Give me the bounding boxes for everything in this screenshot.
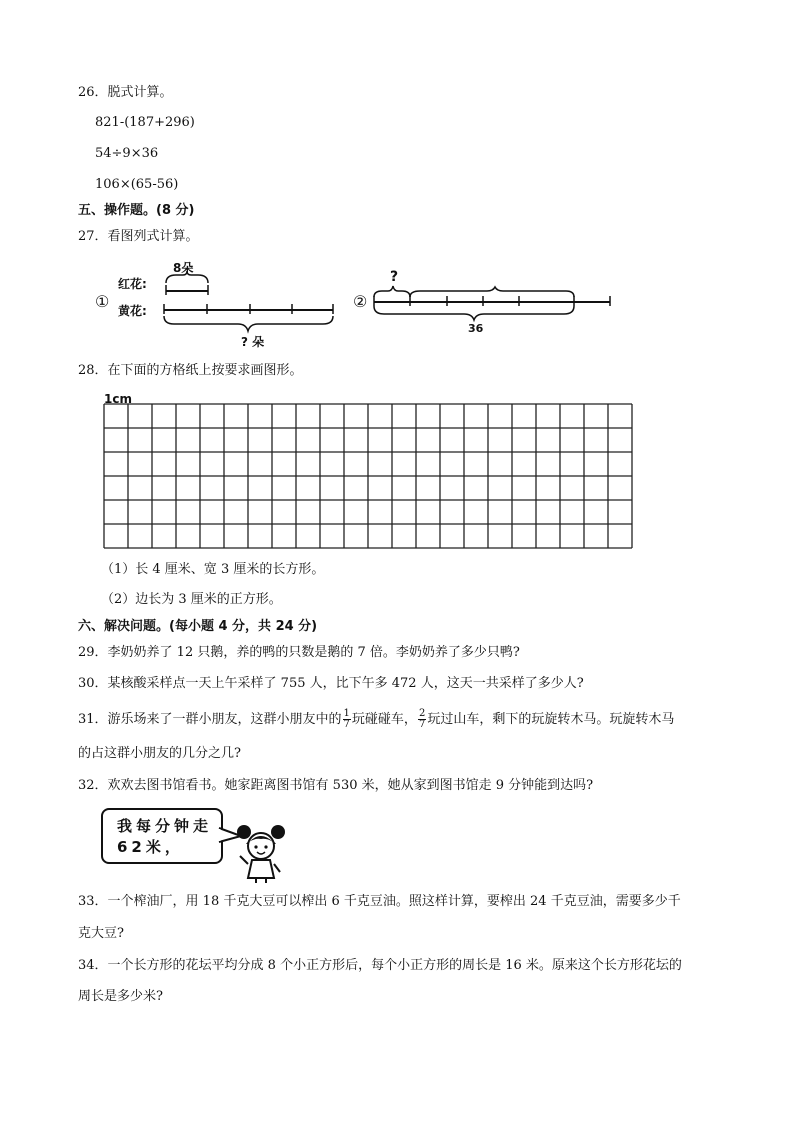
q28-title: 28．在下面的方格纸上按要求画图形。 [78,363,303,378]
q31-part3: 玩过山车，剩下的玩旋转木马。玩旋转木马 [427,712,675,727]
q28-task-2: （2）边长为 3 厘米的正方形。 [101,592,282,607]
q31-fraction-2-denominator: 7 [418,719,426,730]
square-grid-paper[interactable] [100,400,640,550]
speech-bubble [101,808,223,864]
q31-part1: 31．游乐场来了一群小朋友，这群小朋友中的 [78,712,342,727]
q31-fraction-2 [418,709,426,730]
speech-bubble-text: 我每分钟走62米， [117,817,213,856]
grid-unit-label: 1cm [104,392,132,406]
q31-fraction-2-numerator: 2 [418,708,426,719]
q29-text: 29．李奶奶养了 12 只鹅，养的鸭的只数是鹅的 7 倍。李奶奶养了多少只鸭? [78,645,520,660]
q34-line2: 周长是多少米? [78,989,163,1004]
q31-part2: 玩碰碰车， [351,712,417,727]
q28-task-1: （1）长 4 厘米、宽 3 厘米的长方形。 [101,562,325,577]
q32-text: 32．欢欢去图书馆看书。她家距离图书馆有 530 米，她从家到图书馆走 9 分钟能到达吗? [78,778,594,793]
section5-title: 五、操作题。(8 分) [78,203,195,218]
q26-title: 26．脱式计算。 [78,85,173,100]
girl-illustration [234,820,290,884]
q27-diagram2-circle: ② [353,292,368,311]
q26-expression-2: 54÷9×36 [95,146,159,161]
q33-line2: 克大豆? [78,926,124,941]
q27-diagram1-circle: ① [95,292,110,311]
q27-diagram2-bottom-value: 36 [468,322,484,335]
section6-title: 六、解决问题。(每小题 4 分，共 24 分) [78,619,318,634]
q33-line1: 33．一个榨油厂，用 18 千克大豆可以榨出 6 千克豆油。照这样计算，要榨出 24 千克豆油，需要多少千 [78,894,681,909]
q31-line1 [78,709,674,730]
q27-diagram1-red-label: 红花: [118,277,147,291]
q27-title: 27．看图列式计算。 [78,229,199,244]
q30-text: 30．某核酸采样点一天上午采样了 755 人，比下午多 472 人，这天一共采样了多少人? [78,676,584,691]
q27-diagram1-top-value: 8朵 [173,261,194,275]
q27-diagram1-yellow-label: 黄花: [118,304,147,318]
q31-fraction-1-numerator: 1 [343,708,350,719]
q26-expression-1: 821-(187+296) [95,115,195,130]
q31-line2: 的占这群小朋友的几分之几? [78,746,241,761]
q34-line1: 34．一个长方形的花坛平均分成 8 个小正方形后，每个小正方形的周长是 16 米。原来这个长方形花坛的 [78,958,682,973]
q27-diagram2-question: ? [390,269,399,285]
q27-diagram1-bottom-value: ? 朵 [241,335,265,349]
q31-fraction-1-denominator: 7 [343,719,350,730]
q26-expression-3: 106×(65-56) [95,177,179,192]
q31-fraction-1 [343,709,351,730]
